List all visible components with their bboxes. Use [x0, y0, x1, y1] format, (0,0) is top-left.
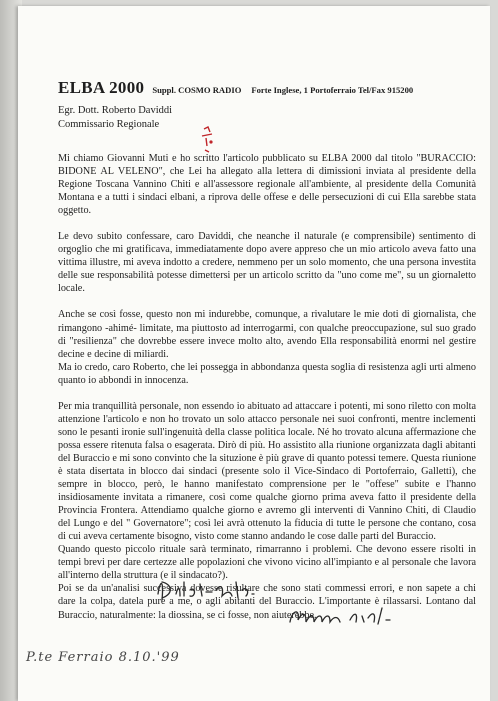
- letterhead-name: ELBA 2000: [58, 78, 145, 97]
- letterhead-address: Forte Inglese, 1 Portoferraio Tel/Fax 915200: [251, 85, 414, 95]
- letterhead-subtitle: Suppl. COSMO RADIO: [152, 85, 242, 95]
- handwritten-date-note: [26, 650, 266, 688]
- paragraph-7: Poi se da un'analisi successiva dovesse risultare che sono stati commessi errori, e non sapete a chi dare la colpa, datela pure a me, o agli abitanti del Buraccio. L'importante è rilassarsi. Lontano dal Buraccio, naturalmente: la diossina, se ci fosse, non aiuterebbe.: [58, 583, 476, 621]
- paragraph-1: Mi chiamo Giovanni Muti e ho scritto l'articolo pubblicato su ELBA 2000 dal titolo "BURACCIO: BIDONE AL VELENO", che Lei ha allegato alla lettera di dimissioni inviata al presidente della Regione Toscana Vannino Chiti e all'assessore regionale all'ambiente, al presidente della Comunità Montana e a tutti i sindaci elbani, a riprova delle offese e delle persecuzioni di cui Ella sarebbe stata oggetto.: [58, 153, 476, 217]
- recipient-block: [58, 104, 172, 132]
- letterhead: [58, 78, 488, 98]
- recipient-title: Commissario Regionale: [58, 119, 160, 130]
- letter-body: [58, 152, 476, 622]
- handwritten-signatures: [150, 572, 450, 632]
- paragraph-5: Per mia tranquillità personale, non essendo io abituato ad attaccare i potenti, mi sono riletto con molta attenzione l'articolo e non ho trovato un solo attacco personale nei suoi confronti, mentre inclementi sono le pesanti ironie sull'ingenuità della classe politica locale. Né ho trovato alcuna affermazione che possa essere ritenuta falsa o esagerata. Dirò di più. Ho assistito alla riunione organizzata dagli abitanti del Buraccio e mi sono convinto che la situzione è più grave di quanto potessi temere. Questa riunione è stata disertata in blocco dai sindaci (presente solo il Vice-Sindaco di Portoferraio, Galletti), che sempre in blocco, però, le hanno manifestato comprensione per le "offese" subite e l'hanno insidiosamente invitata a rimanere, così come qualche giorno prima aveva fatto il presidente della Provincia Frontera. Attendiamo qualche giorno e avremo gli interventi di Vannino Chiti, di Claudio del Lungo e del " Governatore"; così lei avrà ottenuto la fiducia di tutte le persone che contano, cosa di cui aveva certamente bisogno, visto come stanno andando le cose dalle parti del Buraccio.: [58, 400, 476, 543]
- paragraph-4: Ma io credo, caro Roberto, che lei possegga in abbondanza questa soglia di resistenza agli urti almeno quanto io abbondi in innocenza.: [58, 361, 476, 386]
- paragraph-6: Quando questo piccolo rituale sarà terminato, rimarranno i problemi. Che devono essere risolti in tempi brevi per dare certezze alle popolazioni che vivono vicino all'impianto e al personale che lavora all'interno della struttura (e il sindacato?).: [58, 544, 476, 582]
- paragraph-2: Le devo subito confessare, caro Daviddi, che neanche il naturale (e comprensibile) sentimento di orgoglio che mi gratificava, immediatamente dopo avere appreso che un mio articolo aveva fatto una vittima illustre, mi aveva indotto a credere, nemmeno per un solo momento, che una persona investita delle sue responsabilità potesse dimettersi per un articolo scritto da "uno come me", su un giornaletto locale.: [58, 231, 476, 295]
- handwritten-place-date: P.te Ferraio 8.10.'99: [26, 650, 180, 665]
- recipient-name: Egr. Dott. Roberto Daviddi: [58, 105, 173, 116]
- paragraph-3: Anche se così fosse, questo non mi indurebbe, comunque, a rivalutare le mie doti di giornalista, che rimangono -ahimé- limitate, ma piuttosto ad interrogarmi, con qualche preoccupazione, sul suo grado di "resilienza" che dovrebbe essere invece molto alto, avendo Ella responsabilità enormi nel gestire decine e decine di miliardi.: [58, 309, 476, 360]
